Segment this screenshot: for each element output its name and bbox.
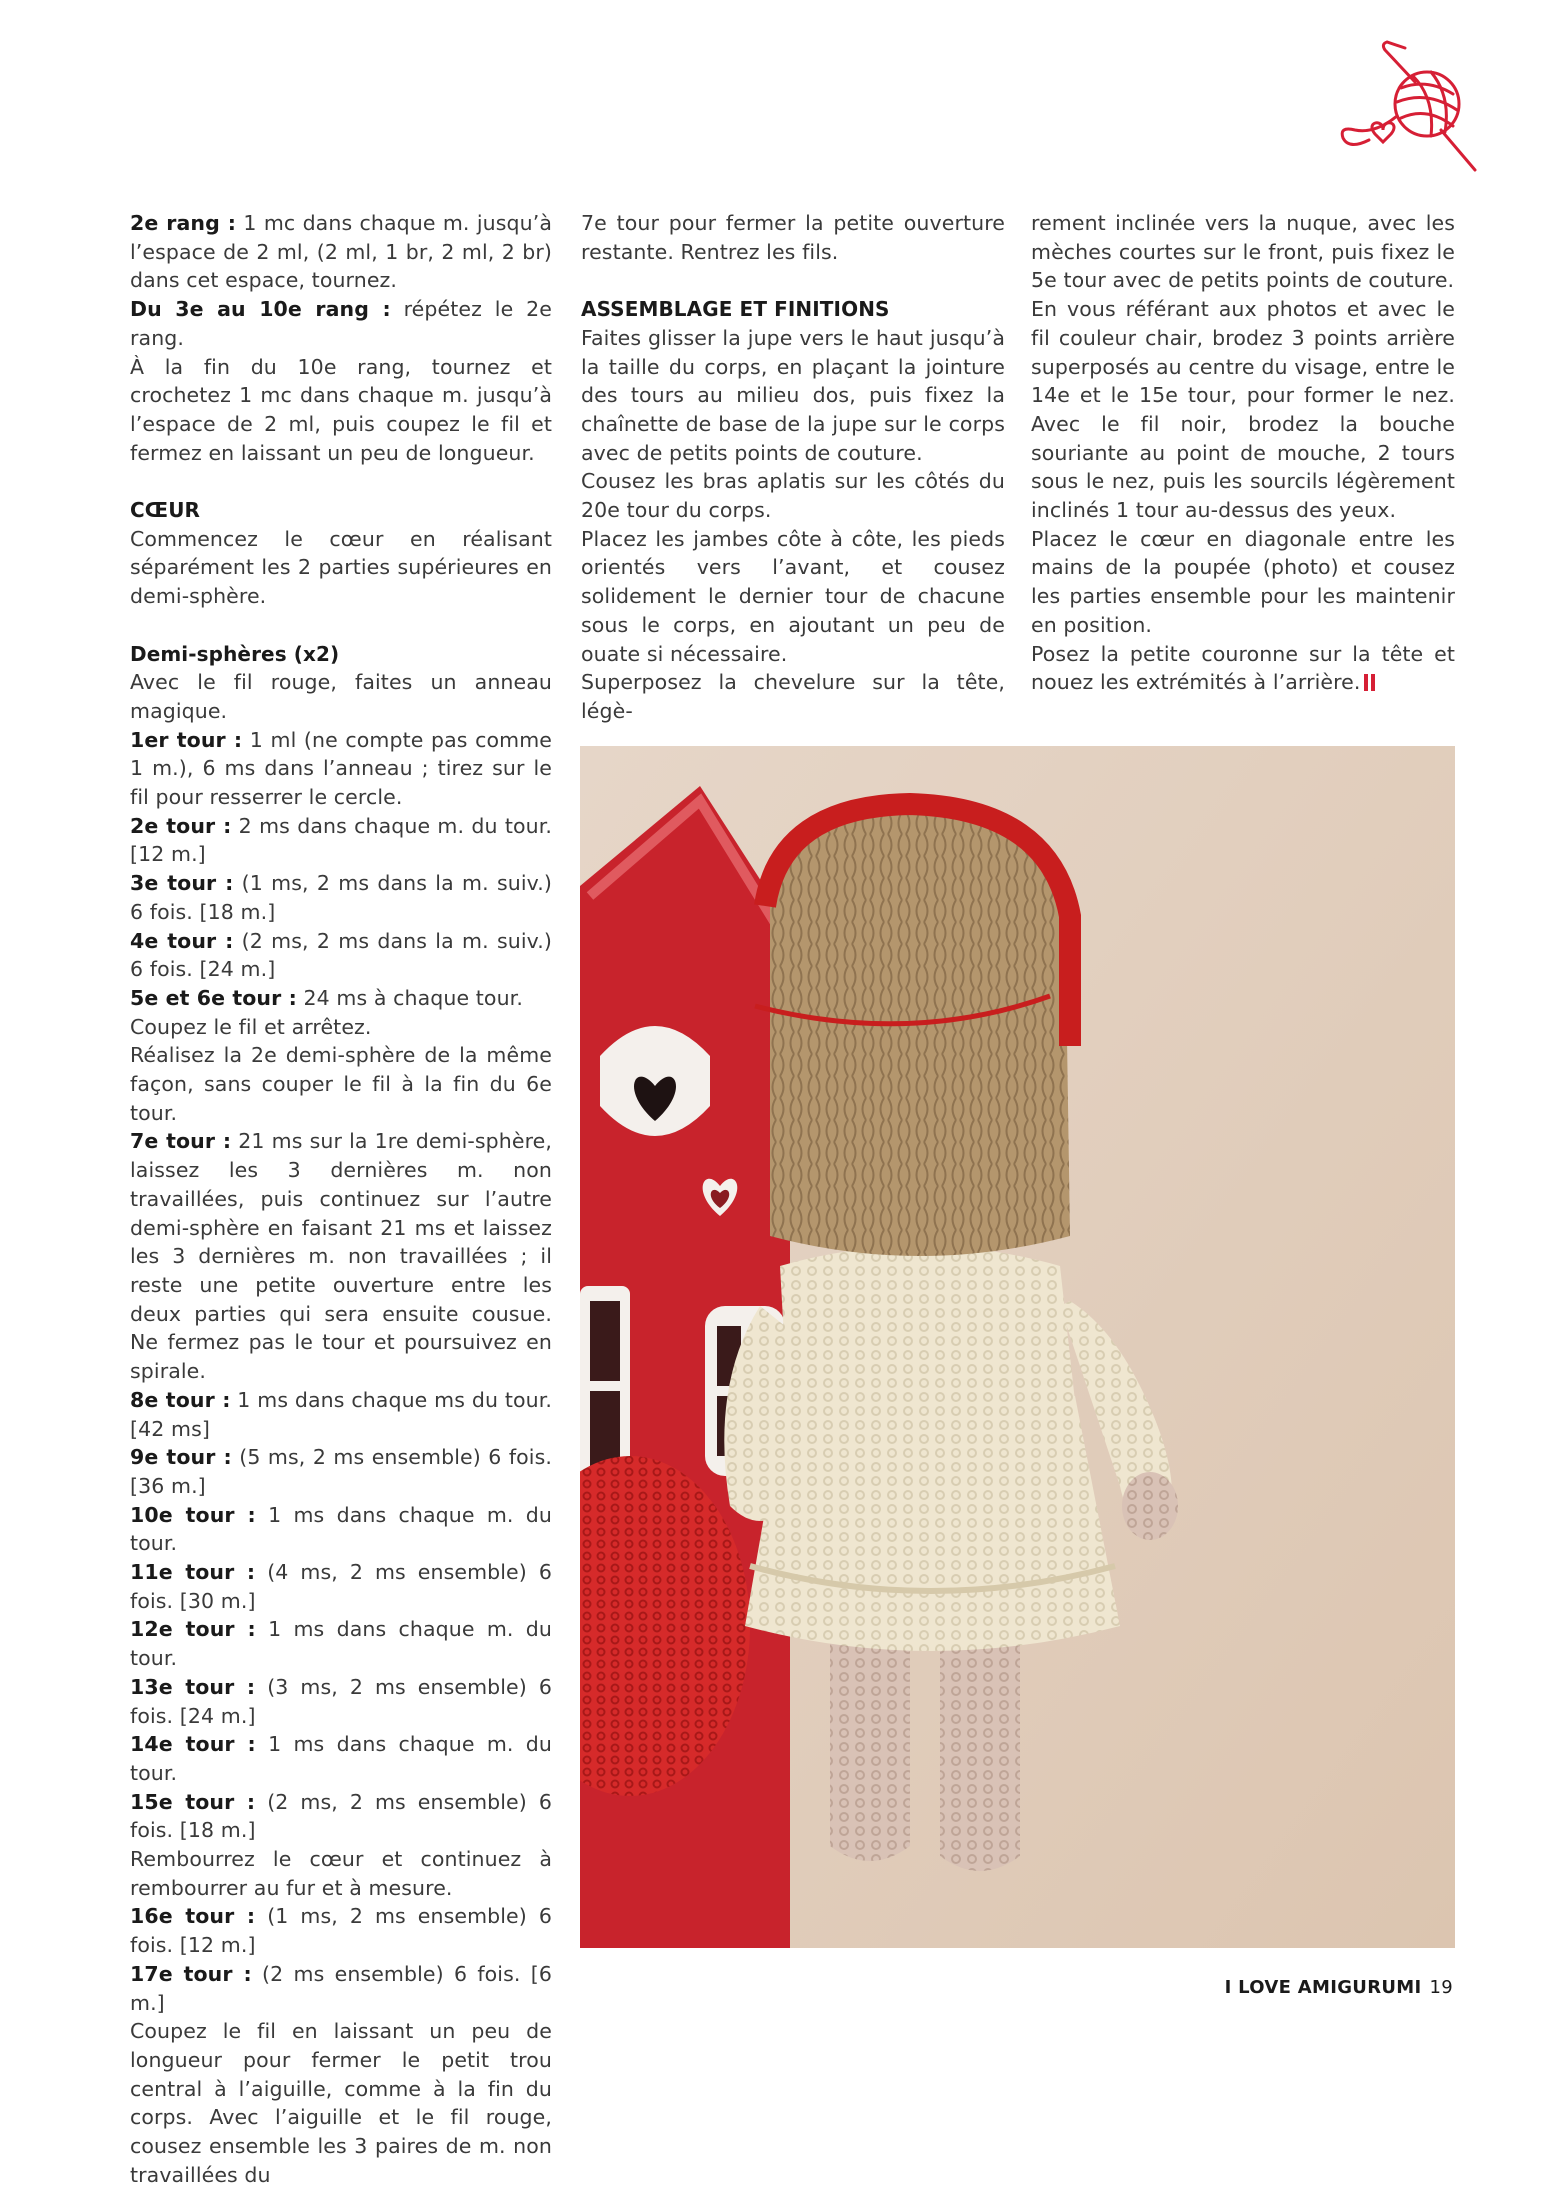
- page-number: 19: [1429, 1977, 1453, 1998]
- finitions-p1: rement inclinée vers la nuque, avec les mèches courtes sur le front, puis fixez le 5e tour avec de petits points de couture.: [1031, 211, 1455, 293]
- tour-9: 9e tour : (5 ms, 2 ms ensemble) 6 fois. [36 m.]: [130, 1445, 552, 1498]
- assemblage-p2: Cousez les bras aplatis sur les côtés du 20e tour du corps.: [581, 469, 1005, 523]
- tour-5-6: 5e et 6e tour : 24 ms à chaque tour.: [130, 985, 523, 1010]
- rang-2-paragraph: 2e rang : 1 mc dans chaque m. jusqu’à l’espace de 2 ml, (2 ml, 1 br, 2 ml, 2 br) dans cet espace, tournez.: [130, 211, 552, 293]
- tour-7: 7e tour : 21 ms sur la 1re demi-sphère, laissez les 3 dernières m. non travaillées, puis continuez sur l’autre demi-sphère en faisant 21 ms et laissez les 3 dernières m. non travaillées ; il reste une petite ouverture entre les deux parties qui sera ensuite cousue. Ne fermez pas le tour et poursuivez en spirale.: [130, 1129, 552, 1384]
- tour-8: 8e tour : 1 ms dans chaque ms du tour. [42 ms]: [130, 1387, 552, 1441]
- assemblage-heading: ASSEMBLAGE ET FINITIONS: [581, 297, 890, 322]
- second-paragraph: Réalisez la 2e demi-sphère de la même façon, sans couper le fil à la fin du 6e tour.: [130, 1043, 552, 1125]
- doll-photo: [580, 746, 1455, 1948]
- finitions-p3: Placez le cœur en diagonale entre les mains de la poupée (photo) et cousez les parties ensemble pour les maintenir en position.: [1031, 526, 1455, 637]
- tour-15: 15e tour : (2 ms, 2 ms ensemble) 6 fois. [18 m.]: [130, 1789, 552, 1843]
- yarn-ball-logo-icon: [1335, 38, 1515, 178]
- finitions-p2: En vous référant aux photos et avec le fil couleur chair, brodez 3 points arrière superposés au centre du visage, entre le 14e et le 15e tour, pour former le nez. Avec le fil noir, brodez la bouche souriante au point de mouche, 2 tours sous le nez, puis les sourcils légèrement inclinés 1 tour au-dessus des yeux.: [1031, 297, 1455, 523]
- tour-1: 1er tour : 1 ml (ne compte pas comme 1 m.), 6 ms dans l’anneau ; tirez sur le fil pour resserrer le cercle.: [130, 727, 552, 810]
- tour-14: 14e tour : 1 ms dans chaque m. du tour.: [130, 1732, 552, 1785]
- assemblage-p4: Superposez la chevelure sur la tête, légè-: [581, 670, 1005, 723]
- magazine-brand: I LOVE AMIGURUMI: [1224, 1977, 1422, 1998]
- coeur-heading: CŒUR: [130, 498, 201, 523]
- cut-paragraph: Coupez le fil et arrêtez.: [130, 1014, 372, 1039]
- tour-4: 4e tour : (2 ms, 2 ms dans la m. suiv.) 6 fois. [24 m.]: [130, 928, 552, 982]
- tour-2: 2e tour : 2 ms dans chaque m. du tour. [12 m.]: [130, 813, 552, 867]
- column-middle: [581, 209, 1005, 726]
- tour-11: 11e tour : (4 ms, 2 ms ensemble) 6 fois. [30 m.]: [130, 1560, 552, 1613]
- doll-photo-illustration: [580, 746, 1455, 1948]
- demi-intro: Avec le fil rouge, faites un anneau magique.: [130, 670, 552, 723]
- coeur-intro: Commencez le cœur en réalisant séparément les 2 parties supérieures en demi-sphère.: [130, 526, 552, 609]
- rang-10-end-paragraph: À la fin du 10e rang, tournez et crochetez 1 mc dans chaque m. jusqu’à l’espace de 2 ml, puis coupez le fil et fermez en laissant un peu de longueur.: [130, 354, 552, 465]
- tour-17: 17e tour : (2 ms ensemble) 6 fois. [6 m.]: [130, 1961, 552, 2015]
- finitions-p4: Posez la petite couronne sur la tête et nouez les extrémités à l’arrière.: [1031, 641, 1455, 695]
- tour-12: 12e tour : 1 ms dans chaque m. du tour.: [130, 1617, 552, 1671]
- rang-3-10-paragraph: Du 3e au 10e rang : répétez le 2e rang.: [130, 297, 552, 350]
- continuation-paragraph: 7e tour pour fermer la petite ouverture restante. Rentrez les fils.: [581, 211, 1005, 264]
- page-footer: [1225, 1977, 1453, 1998]
- tour-10: 10e tour : 1 ms dans chaque m. du tour.: [130, 1502, 552, 1556]
- tour-16: 16e tour : (1 ms, 2 ms ensemble) 6 fois. [12 m.]: [130, 1904, 552, 1958]
- stuff-paragraph: Rembourrez le cœur et continuez à rembourrer au fur et à mesure.: [130, 1847, 552, 1900]
- end-mark-icon: [1364, 674, 1368, 691]
- tour-13: 13e tour : (3 ms, 2 ms ensemble) 6 fois. [24 m.]: [130, 1674, 552, 1728]
- final-paragraph: Coupez le fil en laissant un peu de longueur pour fermer le petit trou central à l’aiguille, comme à la fin du corps. Avec l’aiguille et le fil rouge, cousez ensemble les 3 paires de m. non travaillées du: [130, 2019, 552, 2187]
- tour-3: 3e tour : (1 ms, 2 ms dans la m. suiv.) 6 fois. [18 m.]: [130, 871, 552, 924]
- demi-spheres-heading: Demi-sphères (x2): [130, 641, 340, 666]
- column-right: [1031, 209, 1455, 697]
- assemblage-p1: Faites glisser la jupe vers le haut jusqu’à la taille du corps, en plaçant la jointure des tours au milieu dos, puis fixez la chaînette de base de la jupe sur le corps avec de petits points de couture.: [581, 325, 1005, 465]
- end-mark-icon: [1371, 674, 1375, 691]
- column-left: [130, 209, 552, 2189]
- assemblage-p3: Placez les jambes côte à côte, les pieds orientés vers l’avant, et cousez solidement le dernier tour de chacune sous le corps, en ajoutant un peu de ouate si nécessaire.: [581, 526, 1005, 666]
